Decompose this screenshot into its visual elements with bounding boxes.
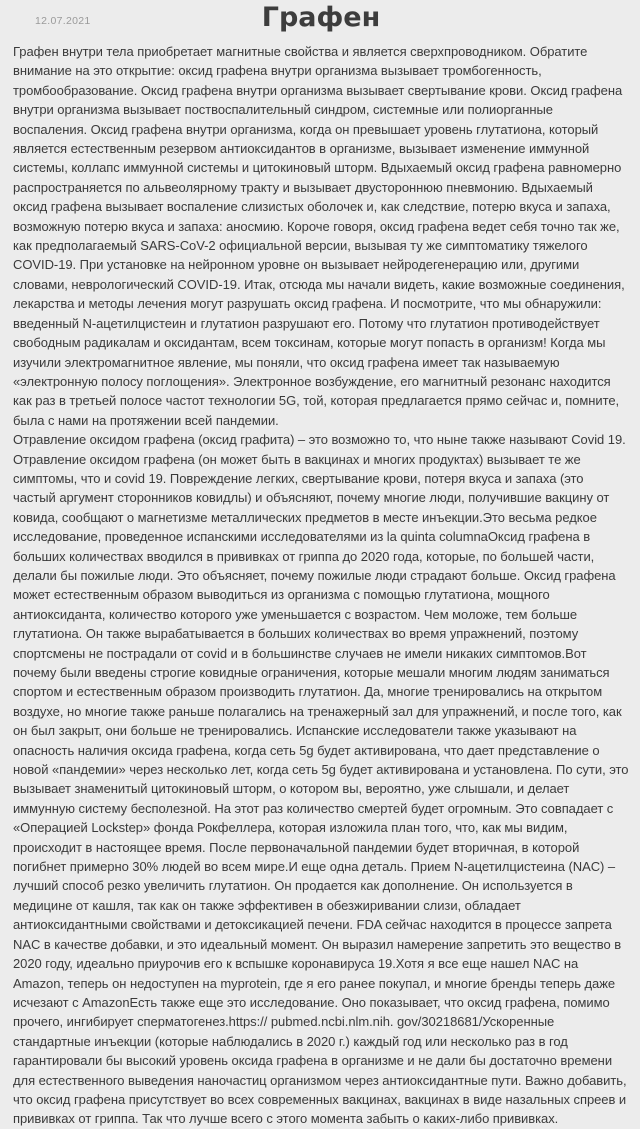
article-title: Графен bbox=[261, 2, 381, 33]
article-body bbox=[13, 42, 629, 1129]
article-paragraph-1: Графен внутри тела приобретает магнитные свойства и является сверхпроводником. Обратите внимание на это открытие: оксид графена внутри организма вызывает тромбогенность, тромбообразование. Оксид графена внутри организма вызывает свертывание крови. Оксид графена внутри организма вызывает поствоспалительный синдром, системные или полиорганные воспаления. Оксид графена внутри организма, когда он превышает уровень глутатиона, который является естественным резервом антиоксидантов в организме, вызывает изменение иммунной системы, коллапс иммунной системы и цитокиновый шторм. Вдыхаемый оксид графена равномерно распространяется по альвеолярному тракту и вызывает двустороннюю пневмонию. Вдыхаемый оксид графена вызывает воспаление слизистых оболочек и, как следствие, потерю вкуса и запаха, возможную потерю вкуса и запаха: аносмию. Короче говоря, оксид графена ведет себя точно так же, как предполагаемый SARS-CoV-2 официальной версии, вызывая ту же симптоматику тяжелого COVID-19. При установке на нейронном уровне он вызывает нейродегенерацию или, другими словами, неврологический COVID-19. Итак, отсюда мы начали видеть, какие возможные соединения, лекарства и методы лечения могут разрушать оксид графена. И посмотрите, что мы обнаружили: введенный N-ацетилцистеин и глутатион разрушают его. Потому что глутатион противодействует свободным радикалам и оксидантам, всем токсинам, которые могут попасть в организм! Когда мы изучили электромагнитное явление, мы поняли, что оксид графена имеет так называемую «электронную полосу поглощения». Электронное возбуждение, его магнитный резонанс находится как раз в третьей полосе частот технологии 5G, той, которая предлагается прямо сейчас и, помните, была с нами на протяжении всей пандемии. bbox=[13, 44, 625, 428]
article-paragraph-2: Отравление оксидом графена (оксид графита) – это возможно то, что ныне также называют Covid 19. Отравление оксидом графена (он может быть в вакцинах и многих продуктах) вызывает те же симптомы, что и covid 19. Повреждение легких, свертывание крови, потеря вкуса и запаха (это частый аргумент сторонников ковидлы) и объясняют, почему многие люди, получившие вакцину от ковида, сообщают о магнетизме металлических предметов в месте инъекции.Это весьма редкое исследование, проведенное испанскими исследователями из la quinta columnaОксид графена в больших количествах вводился в прививках от гриппа до 2020 года, которые, по большей части, делали бы пожилые люди. Это объясняет, почему пожилые люди страдают больше. Оксид графена может естественным образом выводиться из организма с помощью глутатиона, мощного антиоксиданта, количество которого уже уменьшается с возрастом. Чем моложе, тем больше глутатиона. Он также вырабатывается в больших количествах во время упражнений, поэтому спортсмены не пострадали от covid и в большинстве случаев не имели никаких симптомов.Вот почему были введены строгие ковидные ограничения, которые мешали многим людям заниматься спортом и естественным образом производить глутатион. Да, многие тренировались на открытом воздухе, но многие также раньше полагались на тренажерный зал для упражнений, и после того, как он был закрыт, они больше не тренировались. Испанские исследователи также указывают на опасность наличия оксида графена, когда сеть 5g будет активирована, что дает представление о новой «пандемии» через несколько лет, когда сеть 5g будет активирована и установлена. По сути, это вызывает знаменитый цитокиновый шторм, о котором вы, вероятно, уже слышали, и делает иммунную систему бесполезной. На этот раз количество смертей будет огромным. Это совпадает с «Операцией Lockstep» фонда Рокфеллера, которая изложила план того, что, как мы видим, происходит в настоящее время. После первоначальной пандемии будет вторичная, в которой погибнет примерно 30% людей во всем мире.И еще одна деталь. Прием N-ацетилцистеина (NAC) – лучший способ резко увеличить глутатион. Он продается как дополнение. Он используется в медицине от кашля, так как он также эффективен в обезжиривании слизи, обладает антиоксидантными свойствами и детоксикацией печени. FDA сейчас находится в процессе запрета NAC в качестве добавки, и это идеальный момент. Он выразил намерение запретить это вещество в 2020 году, идеально приурочив его к вспышке коронавируса 19.Хотя я все еще нашел NAC на Amazon, теперь он недоступен на myprotein, где я его ранее покупал, и многие бренды теперь даже исчезают с AmazonЕсть также еще это исследование. Оно показывает, что оксид графена, помимо прочего, ингибирует сперматогенез.https:// pubmed.ncbi.nlm.nih. gov/30218681/Ускоренные стандартные инъекции (которые наблюдались в 2020 г.) каждый год или несколько раз в год гарантировали бы высокий уровень оксида графена в организме и не дали бы достаточно времени для естественного выведения наночастиц организмом через антиоксидантные пути. Важно добавить, что оксид графена присутствует во всех современных вакцинах, вакцинах в виде назальных спреев и прививках от гриппа. Так что лучше всего с этого момента забыть о каких-либо прививках. bbox=[13, 432, 629, 1127]
article-date: 12.07.2021 bbox=[35, 15, 91, 27]
article-header bbox=[13, 0, 629, 42]
